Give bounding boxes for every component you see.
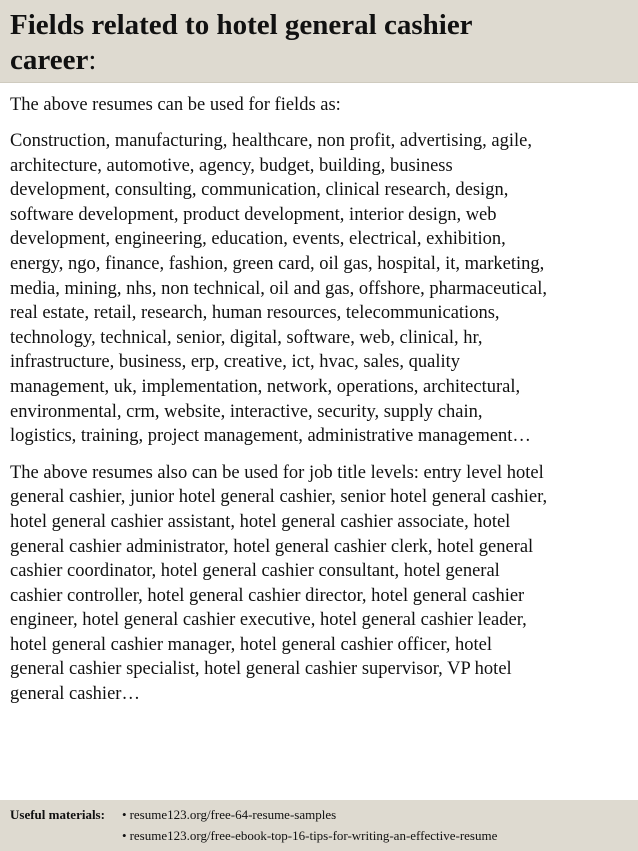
job-titles-line: cashier coordinator, hotel general cashier consultant, hotel general bbox=[10, 561, 500, 582]
fields-line: logistics, training, project management, administrative management… bbox=[10, 426, 531, 447]
job-titles-line: general cashier administrator, hotel general cashier clerk, hotel general bbox=[10, 536, 534, 557]
bullet-icon: • bbox=[122, 807, 127, 822]
fields-line: development, consulting, communication, clinical research, design, bbox=[10, 180, 509, 201]
footer-row bbox=[10, 804, 628, 825]
fields-line: technology, technical, senior, digital, software, web, clinical, hr, bbox=[10, 327, 483, 348]
fields-line: architecture, automotive, agency, budget, building, business bbox=[10, 155, 453, 176]
useful-materials-label: Useful materials: bbox=[10, 807, 105, 822]
fields-line: development, engineering, education, events, electrical, exhibition, bbox=[10, 229, 506, 250]
title-band bbox=[0, 0, 638, 82]
page-title bbox=[10, 8, 628, 78]
fields-line: environmental, crm, website, interactive, security, supply chain, bbox=[10, 401, 483, 422]
job-titles-line: cashier controller, hotel general cashier director, hotel general cashier bbox=[10, 585, 525, 606]
content-area bbox=[0, 83, 638, 707]
fields-line: software development, product development, interior design, web bbox=[10, 204, 497, 225]
fields-line: real estate, retail, research, human resources, telecommunications, bbox=[10, 303, 500, 324]
bullet-icon: • bbox=[122, 828, 127, 843]
job-titles-line: general cashier specialist, hotel general cashier supervisor, VP hotel bbox=[10, 659, 512, 680]
footer-row bbox=[10, 825, 628, 846]
job-titles-line: The above resumes also can be used for job title levels: entry level hotel bbox=[10, 462, 544, 483]
useful-materials-footer bbox=[0, 800, 638, 851]
resume-samples-link[interactable]: resume123.org/free-64-resume-samples bbox=[129, 807, 337, 822]
intro-text: The above resumes can be used for fields as: bbox=[10, 95, 341, 115]
page-title-text: Fields related to hotel general cashier career bbox=[10, 9, 473, 76]
fields-line: energy, ngo, finance, fashion, green card, oil gas, hospital, it, marketing, bbox=[10, 253, 545, 274]
job-titles-paragraph bbox=[10, 461, 626, 707]
job-titles-line: hotel general cashier assistant, hotel general cashier associate, hotel bbox=[10, 511, 511, 532]
fields-line: management, uk, implementation, network, operations, architectural, bbox=[10, 376, 521, 397]
job-titles-line: general cashier, junior hotel general cashier, senior hotel general cashier, bbox=[10, 487, 548, 508]
job-titles-line: hotel general cashier manager, hotel general cashier officer, hotel bbox=[10, 634, 493, 655]
fields-line: Construction, manufacturing, healthcare, non profit, advertising, agile, bbox=[10, 131, 532, 151]
job-titles-line: engineer, hotel general cashier executive, hotel general cashier leader, bbox=[10, 610, 527, 631]
page-title-colon: : bbox=[88, 44, 97, 76]
fields-line: infrastructure, business, erp, creative, ict, hvac, sales, quality bbox=[10, 352, 461, 373]
fields-line: media, mining, nhs, non technical, oil and gas, offshore, pharmaceutical, bbox=[10, 278, 548, 299]
resume-ebook-link[interactable]: resume123.org/free-ebook-top-16-tips-for-writing-an-effective-resume bbox=[129, 828, 498, 843]
job-titles-line: general cashier… bbox=[10, 684, 140, 705]
fields-paragraph bbox=[10, 129, 626, 449]
footer-label-spacer bbox=[10, 825, 122, 846]
